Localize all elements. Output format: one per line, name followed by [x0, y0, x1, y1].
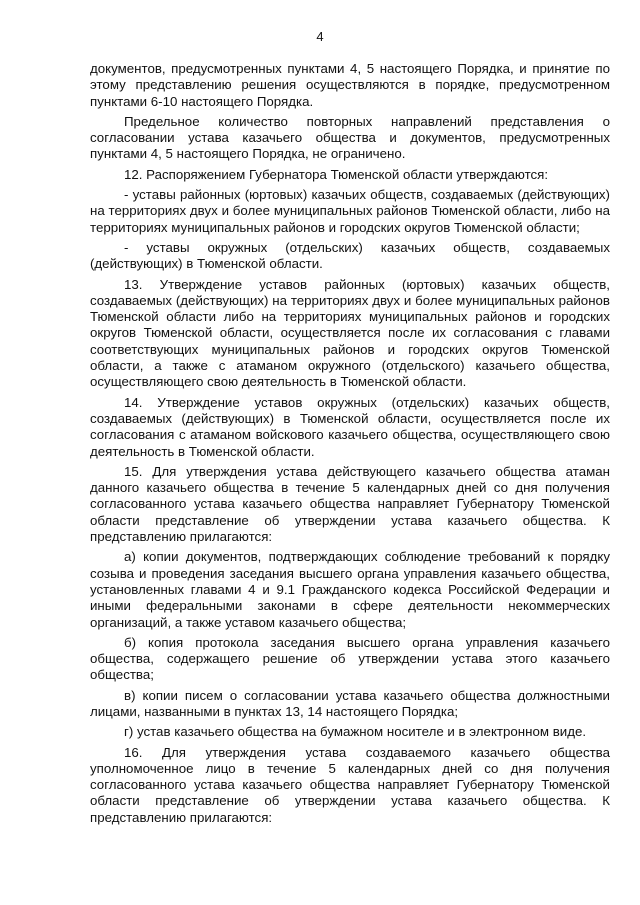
list-item-district-charters: - уставы районных (юртовых) казачьих обществ, создаваемых (действующих) на территориях двух и более муниципальных районов Тюменской области, либо на территориях муниципальных районов и городских округов Тюменской области; — [90, 187, 610, 235]
paragraph-continuation: документов, предусмотренных пунктами 4, 5 настоящего Порядка, и принятие по этому представлению решения осуществляются в порядке, предусмотренном пунктами 6-10 настоящего Порядка. — [90, 61, 610, 109]
paragraph-14: 14. Утверждение уставов окружных (отдельских) казачьих обществ, создаваемых (действующих) в Тюменской области, осуществляется после их согласования с атаманом войскового казачьего общества, осуществляющего свою деятельность в Тюменской области. — [90, 394, 610, 459]
list-item-g: г) устав казачьего общества на бумажном носителе и в электронном виде. — [124, 724, 587, 740]
paragraph-resubmission-limit: Предельное количество повторных направлений представления о согласовании устава казачьего общества и документов, предусмотренных пунктами 4, 5 настоящего Порядка, не ограничено. — [90, 113, 610, 162]
paragraph-13: 13. Утверждение уставов районных (юртовых) казачьих обществ, создаваемых (действующих) на территориях двух и более муниципальных районов Тюменской области либо на территориях муниципальных районов и городских округов Тюменской области, осуществляется после их согласования с главами соответствующих муниципальных районов и городских округов Тюменской области, а также с атаманом окружного (отдельского) казачьего общества, осуществляющего свою деятельность в Тюменской области. — [90, 276, 610, 390]
paragraph-16: 16. Для утверждения устава создаваемого казачьего общества уполномоченное лицо в течение 5 календарных дней со дня получения согласованного устава казачьего общества направляет Губернатору Тюменской области представление об утверждении устава казачьего общества. К представлению прилагаются: — [90, 744, 610, 825]
document-body — [90, 61, 610, 830]
list-item-a: а) копии документов, подтверждающих соблюдение требований к порядку созыва и проведения заседания высшего органа управления казачьего общества, установленных главами 4 и 9.1 Гражданского кодекса Российской Федерации и иными федеральными законами в сфере деятельности некоммерческих организаций, а также уставом казачьего общества; — [90, 549, 610, 630]
list-item-okrug-charters: - уставы окружных (отдельских) казачьих обществ, создаваемых (действующих) в Тюменской области. — [90, 239, 610, 272]
paragraph-12: 12. Распоряжением Губернатора Тюменской области утверждаются: — [124, 166, 549, 182]
page-number: 4 — [316, 29, 324, 44]
paragraph-15: 15. Для утверждения устава действующего казачьего общества атаман данного казачьего общества в течение 5 календарных дней со дня получения согласованного устава казачьего общества направляет Губернатору Тюменской области представление об утверждении устава казачьего общества. К представлению прилагаются: — [90, 463, 610, 545]
list-item-b: б) копия протокола заседания высшего органа управления казачьего общества, содержащего решение об утверждении устава этого казачьего общества; — [90, 634, 610, 683]
list-item-v: в) копии писем о согласовании устава казачьего общества должностными лицами, названными в пунктах 13, 14 настоящего Порядка; — [90, 687, 610, 719]
